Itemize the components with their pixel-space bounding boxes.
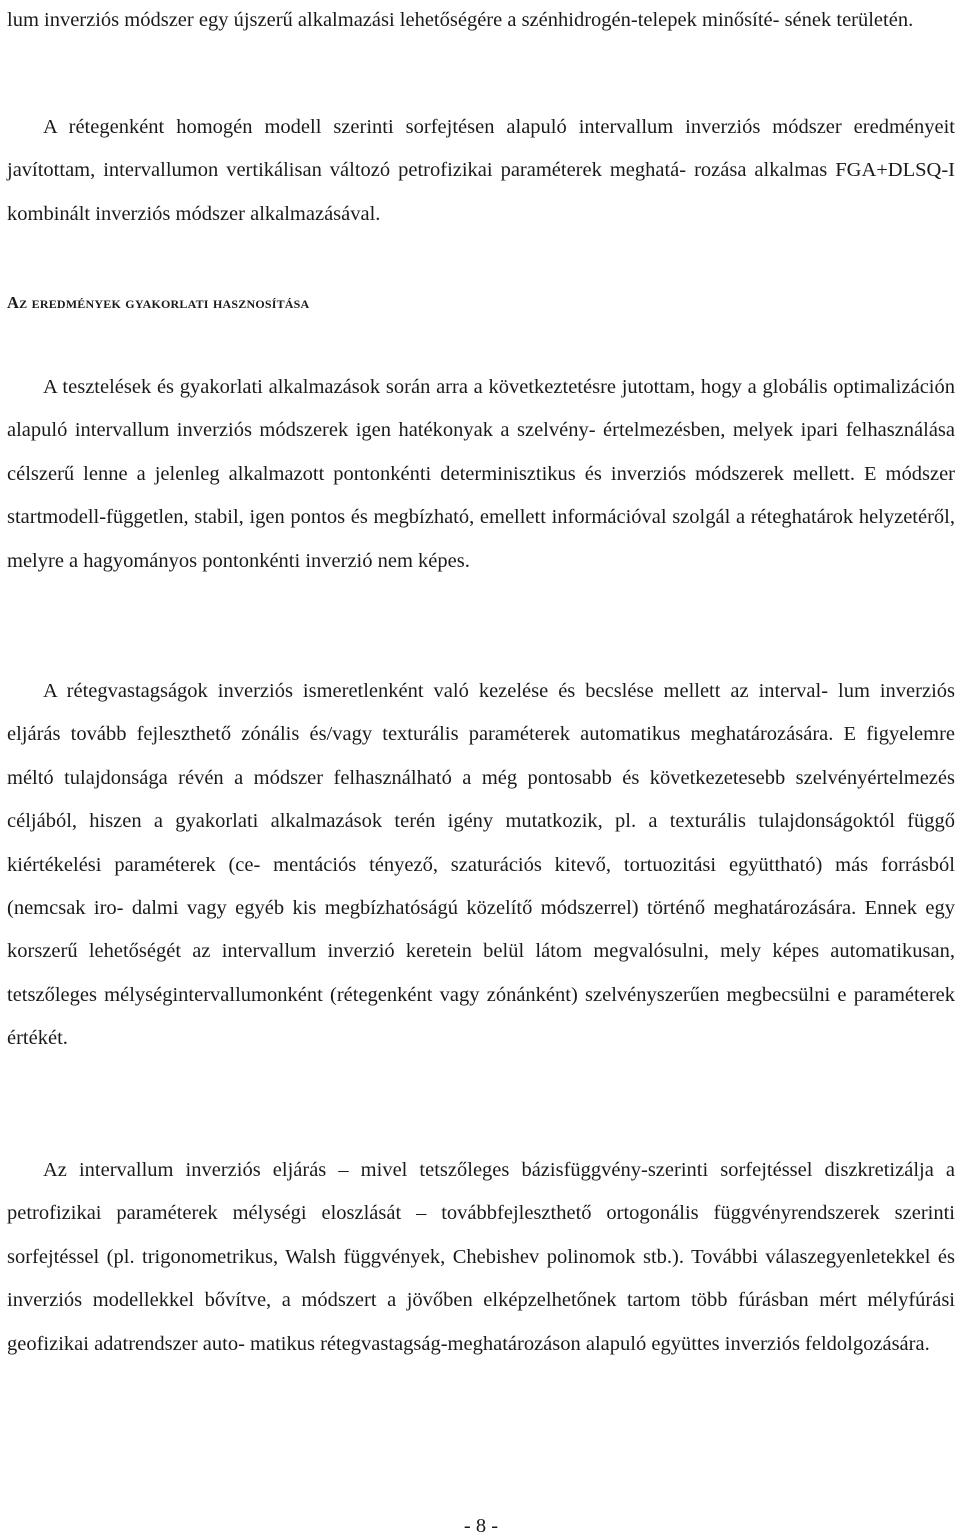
page-number: - 8 - (463, 1515, 499, 1537)
document-page (7, 0, 955, 1537)
paragraph-interval-inversion: Az intervallum inverziós eljárás – mivel tetszőleges bázisfüggvény-szerinti sorfejtéssel diszkretizálja a petrofizikai paraméterek mélységi eloszlását – továbbfejleszthető ortogonális függvényrendszerek szerinti sorfejtéssel (pl. trigonometrikus, Walsh függvények, Chebishev polinomok stb.). További válaszegyenletekkel és inverziós modellekkel bővítve, a módszert a jövőben elképzelhetőnek tartom több fúrásban mért mélyfúrási geofizikai adatrendszer auto- matikus rétegvastagság-meghatározáson alapuló együttes inverziós feldolgozására. (7, 1159, 955, 1355)
paragraph-layer-thickness: A rétegvastagságok inverziós ismeretlenként való kezelése és becslése mellett az interval- lum inverziós eljárás tovább fejleszthető zónális és/vagy texturális paraméterek automatikus meghatározására. E figyelemre méltó tulajdonsága révén a módszer felhasználható a még pontosabb és következetesebb szelvényértelmezés céljából, hiszen a gyakorlati alkalmazások terén igény mutatkozik, pl. a texturális tulajdonságoktól függő kiértékelési paraméterek (ce- mentációs tényező, szaturációs kitevő, tortuozitási együttható) más forrásból (nemcsak iro- dalmi vagy egyéb kis megbízhatóságú közelítő módszerrel) történő meghatározására. Ennek egy korszerű lehetőségét az intervallum inverzió keretein belül látom megvalósulni, mely képes automatikusan, tetszőleges mélységintervallumonként (rétegenként vagy zónánként) szelvényszerűen megbecsülni e paraméterek értékét. (7, 680, 955, 1050)
section-heading: Az eredmények gyakorlati hasznosítása (7, 293, 310, 312)
paragraph-layered-model: A rétegenként homogén modell szerinti sorfejtésen alapuló intervallum inverziós módszer eredményeit javítottam, intervallumon vertikálisan változó petrofizikai paraméterek meghatá- rozása alkalmas FGA+DLSQ-I kombinált inverziós módszer alkalmazásával. (7, 116, 955, 225)
paragraph-continuation: lum inverziós módszer egy újszerű alkalmazási lehetőségére a szénhidrogén-telepek minősíté- sének területén. (7, 9, 914, 31)
paragraph-testing-results: A tesztelések és gyakorlati alkalmazások során arra a következtetésre jutottam, hogy a globális optimalizáción alapuló intervallum inverziós módszerek igen hatékonyak a szelvény- értelmezésben, melyek ipari felhasználása célszerű lenne a jelenleg alkalmazott pontonkénti determinisztikus és inverziós módszerek mellett. E módszer startmodell-független, stabil, igen pontos és megbízható, emellett információval szolgál a réteghatárok helyzetéről, melyre a hagyományos pontonkénti inverzió nem képes. (7, 376, 955, 572)
